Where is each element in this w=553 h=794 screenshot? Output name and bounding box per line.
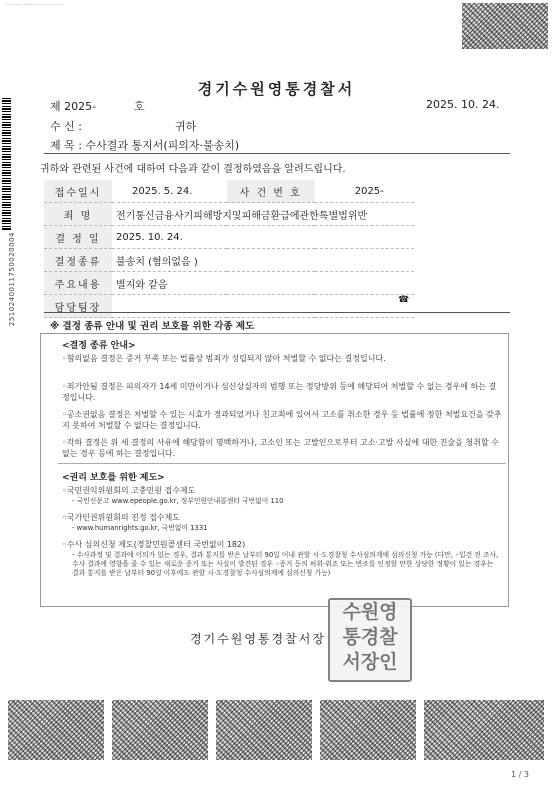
bottom-barcode-5 [424, 700, 544, 760]
doc-number-suffix: 호 [134, 100, 145, 113]
stamp-line-2: 통경찰 [342, 626, 398, 648]
bottom-barcode-4 [320, 700, 416, 760]
case-number-label: 사 건 번 호 [227, 180, 315, 203]
rights-item-1-detail: - 국민신문고 www.epeople.go.kr, 정부민원안내콜센터 국번없이 110 [72, 497, 284, 505]
rights-item-3-title: ◦수사 심의신청 제도(경찰민원콜센터 국번없이 182) [62, 540, 246, 549]
main-content: 별지와 같음 [112, 272, 414, 295]
main-content-label: 주요내용 [44, 272, 112, 295]
bottom-barcode-3 [216, 700, 312, 760]
side-code: 2510240011750020004 [8, 232, 16, 327]
stamp-line-3: 서장인 [342, 651, 398, 673]
page-title: 경기수원영통경찰서 [197, 80, 356, 98]
header-rule [44, 153, 510, 154]
rights-item-3-detail: - 수사과정 및 결과에 이의가 있는 경우, 결과 통지를 받은 날부터 90일 이내 관할 시·도경찰청 수사심의계에 심의신청 가능 (다만, ◦입건 전 조사, 수사 결과에 영향을 줄 수 있는 새로운 증거 또는 사실이 발견된 경우 ◦증거 등의 허위·위조 또는 변조를 인정할 만한 상당한 정황이 있는 경우는 결과 통지를 받은 날부터 90일 이후에도 관할 시·도경찰청 수사심의계에 심의신청 가능) [72, 551, 499, 577]
officer-label: 담당팀장 [44, 295, 112, 318]
guide-heading: ※ 결정 종류 안내 및 권리 보호를 위한 각종 제도 [50, 321, 255, 332]
receipt-date: 2025. 5. 24. [112, 180, 227, 203]
case-number: 2025- [315, 180, 414, 203]
qr-code-top-right [462, 3, 548, 49]
intro-text: 귀하와 관련된 사건에 대하여 다음과 같이 결정하였음을 알려드립니다. [40, 164, 346, 175]
bottom-barcode-2 [112, 700, 208, 760]
case-info-table [44, 180, 414, 318]
footer-organization: 경기수원영통경찰서장 [190, 632, 326, 646]
doc-number-label: 제 2025- [50, 100, 97, 113]
decision-guide-item-2: ◦죄가안됨 결정은 피의자가 14세 미만이거나 심신상실자의 범행 또는 정당방위 등에 해당되어 처벌할 수 없는 경우에 하는 결정입니다. [62, 382, 497, 402]
recipient-suffix: 귀하 [175, 120, 197, 133]
recipient-label: 수 신 : [50, 120, 82, 133]
subject-line: 제 목 : 수사결과 통지서(피의자·불송치) [50, 139, 240, 152]
bottom-barcode-1 [8, 700, 104, 760]
rights-item-2-detail: - www.humanrights.go.kr, 국번없이 1331 [72, 524, 208, 532]
decision-guide-item-1: ◦혐의없음 결정은 증거 부족 또는 법률상 범죄가 성립되지 않아 처벌할 수 없다는 결정입니다. [62, 354, 386, 363]
decision-type-label: 결정종류 [44, 249, 112, 272]
decision-type: 불송치 (혐의없음 ) [112, 249, 414, 272]
stamp-line-1: 수원영 [342, 601, 398, 623]
receipt-date-label: 접수일시 [44, 180, 112, 203]
guide-divider [58, 463, 506, 464]
charge: 전기통신금융사기피해방지및피해금환급에관한특별법위반 [112, 203, 414, 226]
charge-label: 죄 명 [44, 203, 112, 226]
decision-guide-heading: <결정 종류 안내> [62, 341, 136, 351]
decision-date-label: 결 정 일 [44, 226, 112, 249]
rights-item-1-title: ◦국민권익위원회의 고충민원 접수제도 [62, 486, 196, 495]
info-table-rule [44, 312, 510, 313]
rights-item-2-title: ◦국가인권위원회의 진정 접수제도 [62, 513, 180, 522]
decision-guide-item-3: ◦공소권없음 결정은 처벌할 수 있는 시효가 경과되었거나 친고죄에 있어서 고소를 취소한 경우 등 법률에 정한 처벌요건을 갖추지 못하여 처벌할 수 없다는 결정입니다. [62, 410, 502, 430]
phone-icon: ☎ [398, 295, 410, 305]
decision-date: 2025. 10. 24. [112, 226, 414, 249]
doc-date: 2025. 10. 24. [426, 98, 500, 111]
header-topleft: ---- ---- ---------- ---- ------ [6, 2, 63, 8]
rights-guide-heading: <권리 보호를 위한 제도> [62, 473, 165, 483]
page-number: 1 / 3 [511, 770, 529, 779]
decision-guide-item-4: ◦각하 결정은 위 세 결정의 사유에 해당함이 명백하거나, 고소인 또는 고발인으로부터 고소·고발 사실에 대한 진술을 청취할 수 없는 경우 등에 하는 결정입니다. [62, 438, 499, 458]
official-seal-stamp [328, 598, 412, 682]
side-barcode [2, 98, 11, 230]
